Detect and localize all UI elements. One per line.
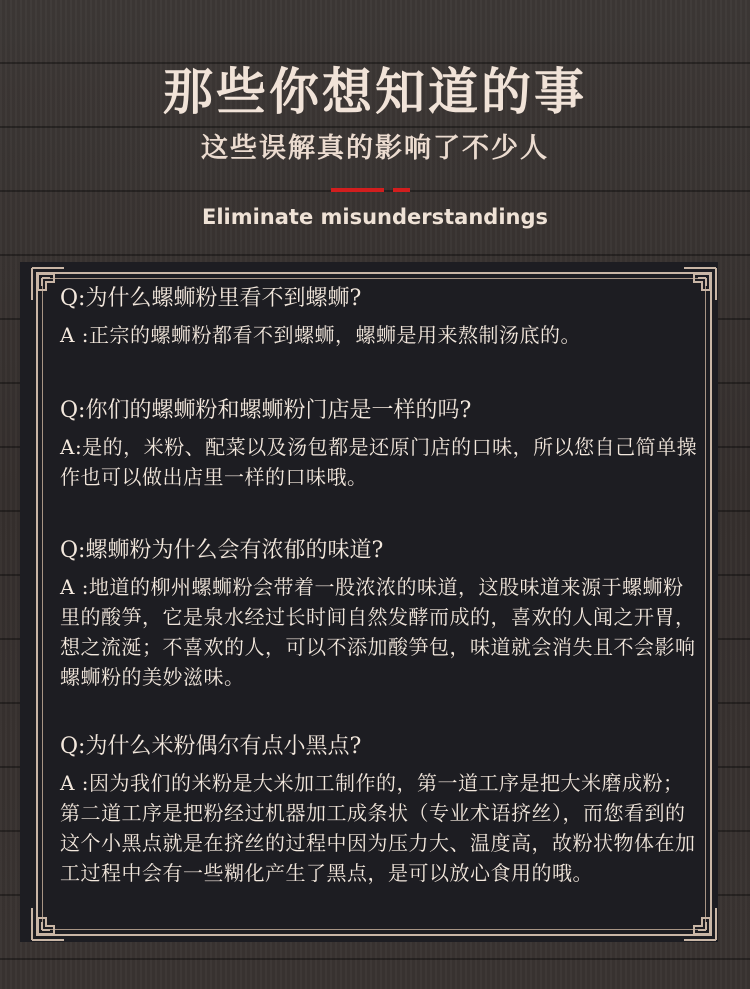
faq-question: Q:为什么米粉偶尔有点小黑点? bbox=[60, 734, 362, 759]
faq-item bbox=[60, 732, 700, 888]
faq-question: Q:为什么螺蛳粉里看不到螺蛳? bbox=[60, 286, 362, 311]
faq-question: Q:你们的螺蛳粉和螺蛳粉门店是一样的吗? bbox=[60, 398, 472, 423]
corner-ornament-icon bbox=[30, 906, 66, 942]
faq-question: Q:螺蛳粉为什么会有浓郁的味道? bbox=[60, 538, 384, 563]
faq-answer: A :因为我们的米粉是大米加工制作的，第一道工序是把大米磨成粉；第二道工序是把粉经过机器加工成条状（专业术语挤丝），而您看到的这个小黑点就是在挤丝的过程中因为压力大、温度高，故粉状物体在加工过程中会有一些糊化产生了黑点，是可以放心食用的哦。 bbox=[60, 771, 696, 885]
faq-answer: A:是的，米粉、配菜以及汤包都是还原门店的口味，所以您自己简单操作也可以做出店里一样的口味哦。 bbox=[60, 435, 698, 489]
faq-item bbox=[60, 536, 700, 692]
page-title: 那些你想知道的事 bbox=[163, 62, 587, 121]
faq-answer: A :地道的柳州螺蛳粉会带着一股浓浓的味道，这股味道来源于螺蛳粉里的酸笋，它是泉水经过长时间自然发酵而成的，喜欢的人闻之开胃，想之流涎；不喜欢的人，可以不添加酸笋包，味道就会消失且不会影响螺蛳粉的美妙滋味。 bbox=[60, 575, 696, 689]
english-tagline: Eliminate misunderstandings bbox=[201, 205, 549, 229]
faq-item bbox=[60, 284, 700, 350]
accent-divider-long bbox=[331, 188, 384, 192]
corner-ornament-icon bbox=[682, 906, 718, 942]
faq-answer: A :正宗的螺蛳粉都看不到螺蛳，螺蛳是用来熬制汤底的。 bbox=[60, 323, 582, 347]
accent-divider-short bbox=[393, 188, 410, 192]
page-subtitle: 这些误解真的影响了不少人 bbox=[201, 133, 549, 164]
faq-item bbox=[60, 396, 700, 492]
